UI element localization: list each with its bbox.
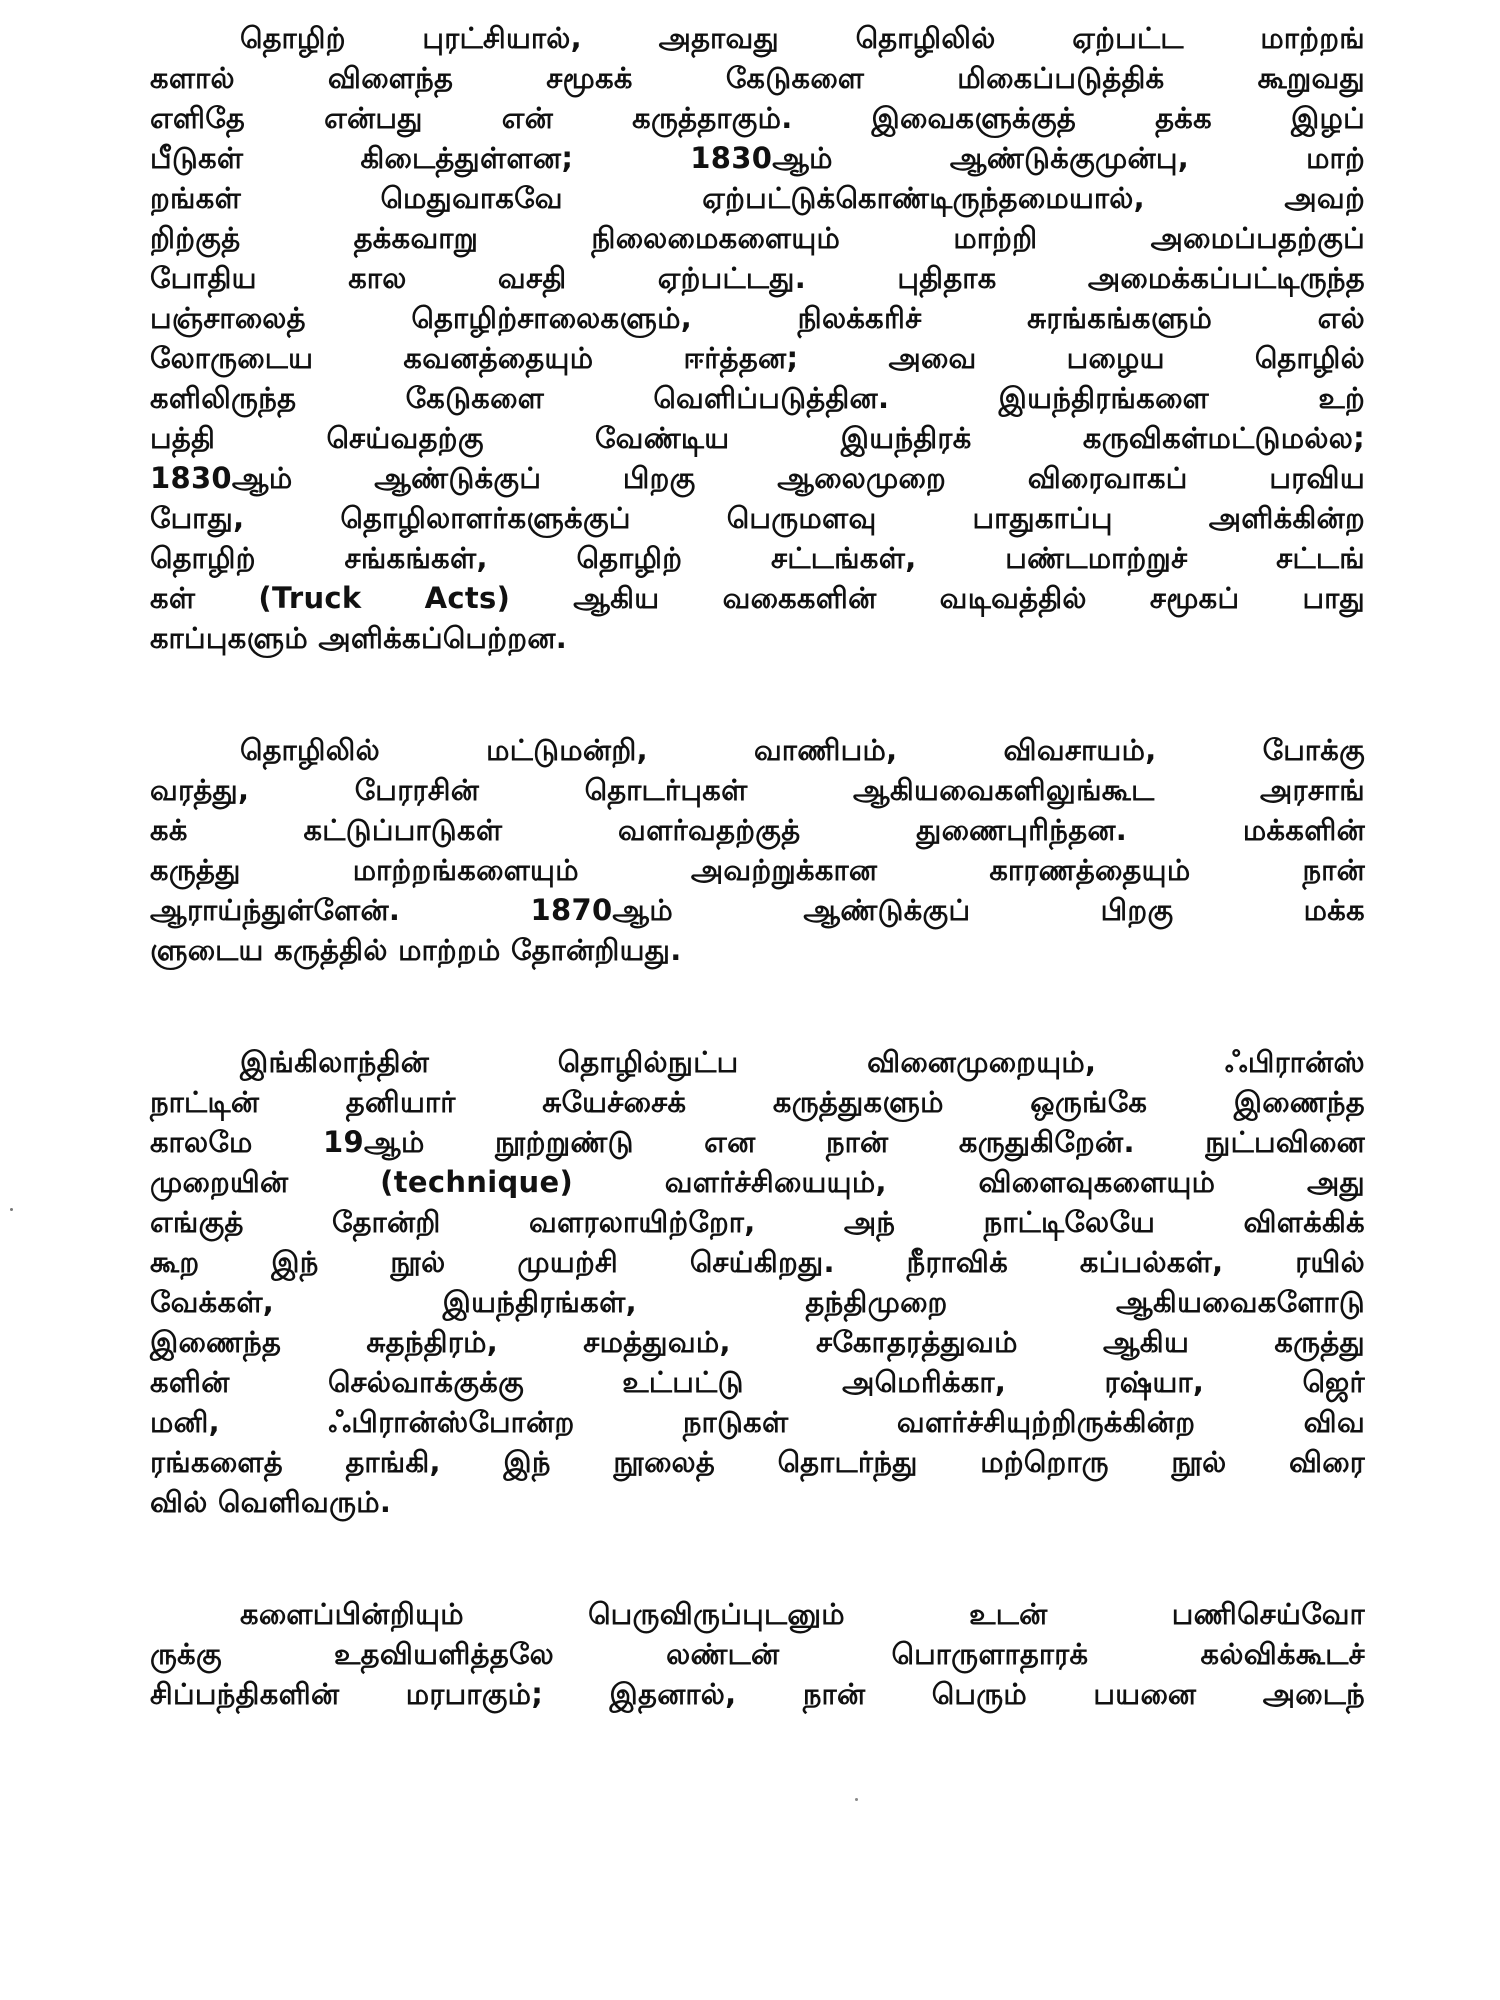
text-line: போதிய கால வசதி ஏற்பட்டது. புதிதாக அமைக்கப்பட்டிருந்த — [150, 261, 1365, 295]
text-line: வரத்து, பேரரசின் தொடர்புகள் ஆகியவைகளிலுங்கூட அரசாங் — [150, 773, 1365, 807]
scan-speck — [855, 1798, 858, 1801]
text-line: நாட்டின் தனியார் சுயேச்சைக் கருத்துகளும் ஒருங்கே இணைந்த — [150, 1085, 1365, 1119]
text-line: கக் கட்டுப்பாடுகள் வளர்வதற்குத் துணைபுரிந்தன. மக்களின் — [150, 813, 1365, 847]
text-line: ரங்களைத் தாங்கி, இந் நூலைத் தொடர்ந்து மற்றொரு நூல் விரை — [150, 1445, 1365, 1479]
paragraph-gap — [150, 1522, 1365, 1594]
text-line: கருத்து மாற்றங்களையும் அவற்றுக்கான காரணத்தையும் நான் — [150, 853, 1365, 887]
text-line: களிலிருந்த கேடுகளை வெளிப்படுத்தின. இயந்திரங்களை உற் — [150, 381, 1365, 415]
text-line: பத்தி செய்வதற்கு வேண்டிய இயந்திரக் கருவிகள்மட்டுமல்ல; — [150, 421, 1365, 455]
text-line: வேக்கள், இயந்திரங்கள், தந்திமுறை ஆகியவைகளோடு — [150, 1285, 1365, 1319]
text-line: காப்புகளும் அளிக்கப்பெற்றன. — [150, 621, 568, 655]
text-line: ளுடைய கருத்தில் மாற்றம் தோன்றியது. — [150, 933, 682, 967]
text-line: வில் வெளிவரும். — [150, 1485, 392, 1519]
text-line: கள் (Truck Acts) ஆகிய வகைகளின் வடிவத்தில் சமூகப் பாது — [150, 581, 1365, 615]
text-line: லோருடைய கவனத்தையும் ஈர்த்தன; அவை பழைய தொழில் — [150, 341, 1365, 375]
text-line: களைப்பின்றியும் பெருவிருப்புடனும் உடன் பணிசெய்வோ — [240, 1597, 1365, 1631]
text-line: தொழிற் புரட்சியால், அதாவது தொழிலில் ஏற்பட்ட மாற்றங் — [240, 21, 1365, 55]
text-line: ருக்கு உதவியளித்தலே லண்டன் பொருளாதாரக் கல்விக்கூடச் — [150, 1637, 1365, 1671]
scan-speck — [10, 1208, 13, 1211]
text-line: றிற்குத் தக்கவாறு நிலைமைகளையும் மாற்றி அமைப்பதற்குப் — [150, 221, 1365, 255]
text-line: போது, தொழிலாளர்களுக்குப் பெருமளவு பாதுகாப்பு அளிக்கின்ற — [150, 501, 1365, 535]
text-line: சிப்பந்திகளின் மரபாகும்; இதனால், நான் பெரும் பயனை அடைந் — [150, 1677, 1365, 1711]
text-line: இங்கிலாந்தின் தொழில்நுட்ப வினைமுறையும், ஃபிரான்ஸ் — [240, 1045, 1365, 1079]
paragraph-4 — [150, 1594, 1365, 1714]
document-page — [150, 18, 1365, 1714]
text-line: தொழிலில் மட்டுமன்றி, வாணிபம், விவசாயம், போக்கு — [240, 733, 1365, 767]
text-line: பஞ்சாலைத் தொழிற்சாலைகளும், நிலக்கரிச் சுரங்கங்களும் எல் — [150, 301, 1365, 335]
text-line: காலமே 19ஆம் நூற்றுண்டு என நான் கருதுகிறேன். நுட்பவினை — [150, 1125, 1365, 1159]
text-line: மனி, ஃபிரான்ஸ்போன்ற நாடுகள் வளர்ச்சியுற்றிருக்கின்ற விவ — [150, 1405, 1365, 1439]
text-line: களால் விளைந்த சமூகக் கேடுகளை மிகைப்படுத்திக் கூறுவது — [150, 61, 1365, 95]
text-line: 1830ஆம் ஆண்டுக்குப் பிறகு ஆலைமுறை விரைவாகப் பரவிய — [150, 461, 1365, 495]
text-line: றங்கள் மெதுவாகவே ஏற்பட்டுக்கொண்டிருந்தமையால், அவற் — [150, 181, 1365, 215]
paragraph-gap — [150, 658, 1365, 730]
text-line: கூற இந் நூல் முயற்சி செய்கிறது. நீராவிக் கப்பல்கள், ரயில் — [150, 1245, 1365, 1279]
paragraph-2 — [150, 730, 1365, 970]
text-line: இணைந்த சுதந்திரம், சமத்துவம், சகோதரத்துவம் ஆகிய கருத்து — [150, 1325, 1365, 1359]
text-line: களின் செல்வாக்குக்கு உட்பட்டு அமெரிக்கா, ரஷ்யா, ஜெர் — [150, 1365, 1365, 1399]
text-line: எங்குத் தோன்றி வளரலாயிற்றோ, அந் நாட்டிலேயே விளக்கிக் — [150, 1205, 1365, 1239]
text-line: தொழிற் சங்கங்கள், தொழிற் சட்டங்கள், பண்டமாற்றுச் சட்டங் — [150, 541, 1365, 575]
paragraph-3 — [150, 1042, 1365, 1522]
text-line: முறையின் (technique) வளர்ச்சியையும், விளைவுகளையும் அது — [150, 1165, 1365, 1199]
text-line: ஆராய்ந்துள்ளேன். 1870ஆம் ஆண்டுக்குப் பிறகு மக்க — [150, 893, 1365, 927]
paragraph-1 — [150, 18, 1365, 658]
text-line: பீடுகள் கிடைத்துள்ளன; 1830ஆம் ஆண்டுக்குமுன்பு, மாற் — [150, 141, 1365, 175]
text-line: எளிதே என்பது என் கருத்தாகும். இவைகளுக்குத் தக்க இழப் — [150, 101, 1365, 135]
paragraph-gap — [150, 970, 1365, 1042]
